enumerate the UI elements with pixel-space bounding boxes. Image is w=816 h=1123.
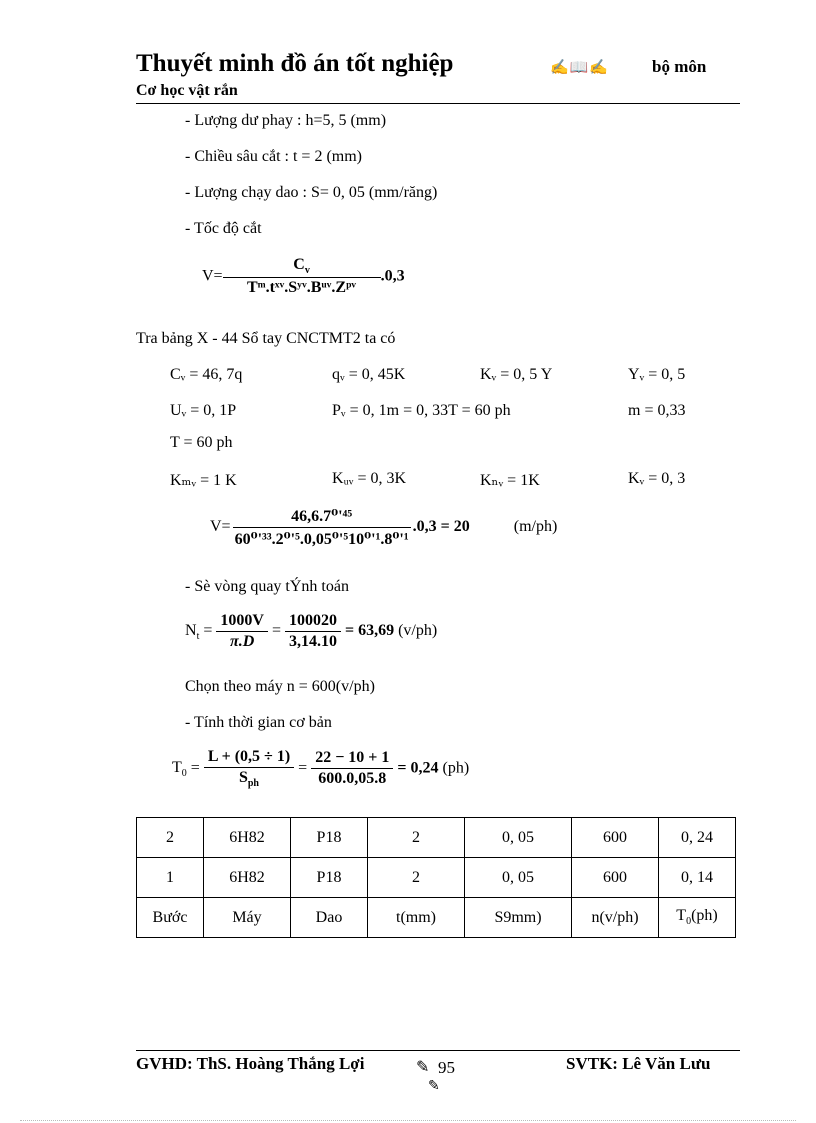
fraction-1: $\frac{L + (0,5 \div 1)}{S_{ph}}$ <box>204 748 294 789</box>
fraction <box>231 506 413 549</box>
speed-heading: - Tốc độ cắt <box>185 220 262 237</box>
fraction <box>223 256 381 297</box>
result: = 63,69 <box>344 622 395 640</box>
formula-cutting-speed <box>202 256 405 297</box>
page-title: Thuyết minh đồ án tốt nghiệp <box>136 50 454 77</box>
fraction-2: $\frac{22 - 10 + 1}{600.0,05.8}$ <box>311 749 393 788</box>
coef-kmv: Kₘᵥ = 1 K <box>170 472 237 489</box>
page-edge-divider <box>20 1120 796 1121</box>
formula-lhs: V= <box>210 518 231 536</box>
rpm-heading: - Sè vòng quay tÝnh toán <box>185 578 349 595</box>
table-row: 1 6H82 P18 2 0, 05 600 0, 14 <box>137 858 736 898</box>
coef-t: T = 60 ph <box>170 434 233 451</box>
coef-y: Yᵥ = 0, 5 <box>628 366 686 383</box>
subject-label: Cơ học vật rắn <box>136 82 238 99</box>
coef-knv: Kₙᵥ = 1K <box>480 472 540 489</box>
footer-ornament-icon: ✎ <box>416 1059 430 1076</box>
denominator: 60⁰'³³.2⁰'⁵.0,05⁰'⁵10⁰'¹.8⁰'¹ <box>234 531 409 548</box>
denominator: Tᵐ.tˣᵛ.Sʸᵛ.Bᵘᵛ.Zᵖᵛ <box>247 279 357 297</box>
table-header-row: Bước Máy Dao t(mm) S9mm) n(v/ph) $T_0(ph)$ <box>137 898 736 938</box>
formula-speed-result <box>210 506 557 549</box>
student-label: SVTK: Lê Văn Lưu <box>566 1054 711 1073</box>
fraction-2: $\frac{100020}{3,14.10}$ <box>285 612 341 651</box>
coef-u: Uᵥ = 0, 1P <box>170 402 237 419</box>
unit: (m/ph) <box>513 518 558 536</box>
formula-lhs: $T_0$ <box>172 759 187 780</box>
numerator: 46,6.7⁰'⁴⁵ <box>233 506 411 528</box>
formula-lhs: V= <box>202 267 223 285</box>
fraction-1: $\frac{1000V}{\pi.D}$ <box>216 612 268 651</box>
supervisor-label: GVHD: ThS. Hoàng Thắng Lợi <box>136 1054 365 1073</box>
coef-m: m = 0,33 <box>628 402 686 419</box>
unit: (v/ph) <box>398 622 438 640</box>
formula-rpm: $N_t$ = $\frac{1000V}{\pi.D}$ = $\frac{100020}{3,14.10}$ = 63,69 (v/ph) <box>185 612 438 650</box>
formula-rhs: .0,3 <box>380 267 405 285</box>
coef-c: Cᵥ = 46, 7q <box>170 366 243 383</box>
book-ornament-icon: ✍📖✍ <box>550 60 610 76</box>
time-heading: - Tính thời gian cơ bản <box>185 714 332 731</box>
coef-kv: Kᵥ = 0, 3 <box>628 470 686 487</box>
coef-p: Pᵥ = 0, 1m = 0, 33T = 60 ph <box>332 402 511 419</box>
result: = 0,24 <box>397 759 439 777</box>
page-number: 95 <box>438 1058 455 1077</box>
depth-line: - Chiều sâu cắt : t = 2 (mm) <box>185 148 362 165</box>
table-row: 2 6H82 P18 2 0, 05 600 0, 24 <box>137 818 736 858</box>
allowance-line: - Lượng dư phay : h=5, 5 (mm) <box>185 112 387 129</box>
steps-table <box>136 817 736 938</box>
feed-line: - Lượng chạy dao : S= 0, 05 (mm/răng) <box>185 184 438 201</box>
coef-kuv: Kᵤᵥ = 0, 3K <box>332 470 407 487</box>
machine-choice: Chọn theo máy n = 600(v/ph) <box>185 678 375 695</box>
formula-rhs: .0,3 = 20 <box>412 518 470 536</box>
header-rule <box>136 103 740 104</box>
formula-time: $T_0$ = $\frac{L + (0,5 \div 1)}{S_{ph}}$ = $\frac{22 - 10 + 1}{600.0,05.8}$ = 0,24 (ph) <box>172 748 470 790</box>
unit: (ph) <box>442 759 470 777</box>
footer-ornament-2-icon: ✎ <box>428 1079 440 1094</box>
table-reference: Tra bảng X - 44 Sổ tay CNCTMT2 ta có <box>136 330 396 347</box>
coef-q: qᵥ = 0, 45K <box>332 366 406 383</box>
footer-rule <box>136 1050 740 1051</box>
department-label: bộ môn <box>652 57 707 76</box>
numerator: $C_v$ <box>223 256 381 278</box>
formula-lhs: $N_t$ <box>185 622 200 643</box>
coef-k: Kᵥ = 0, 5 Y <box>480 366 553 383</box>
